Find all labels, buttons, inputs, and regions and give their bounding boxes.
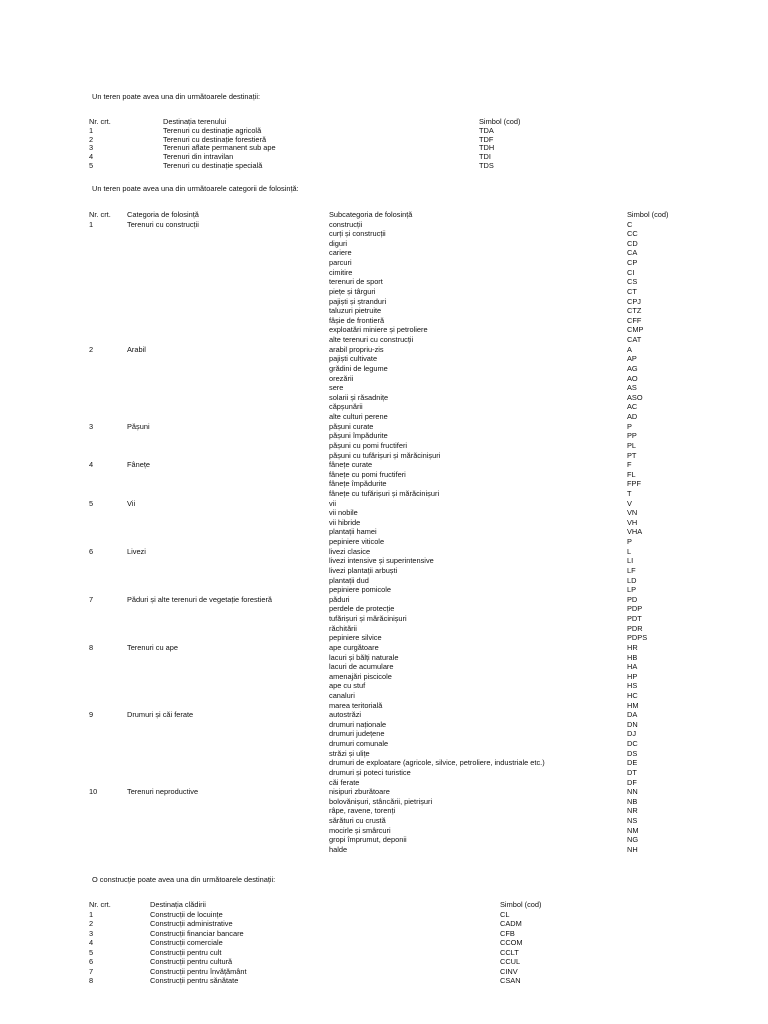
table-row [0, 710, 768, 720]
header-cell-3: Subcategoria de folosință [329, 210, 413, 219]
cell-col-4: NB [627, 796, 638, 806]
cell-col-4: VN [627, 508, 638, 518]
cell-col-4: CI [627, 267, 635, 277]
cell-col-3: ape cu stuf [329, 681, 366, 691]
cell-col-3: fânețe împădurite [329, 479, 387, 489]
cell-col-4: LD [627, 575, 637, 585]
cell-col-2: Terenuri cu destinație specială [163, 161, 263, 170]
cell-col-1: 3 [89, 421, 94, 431]
header-cell-1: Nr. crt. [89, 210, 111, 219]
header-cell-4: Simbol (cod) [627, 210, 669, 219]
table-row [0, 976, 768, 986]
table-row [0, 739, 768, 749]
cell-col-4: PT [627, 450, 637, 460]
table-row [0, 701, 768, 711]
cell-col-2: Construcții administrative [150, 919, 233, 928]
cell-col-1: 7 [89, 966, 94, 976]
table-row [0, 585, 768, 595]
table-row [0, 749, 768, 759]
cell-col-3: TDH [479, 143, 495, 153]
table-row [0, 614, 768, 624]
cell-col-3: diguri [329, 238, 348, 248]
header-cell-2: Destinația terenului [163, 117, 227, 126]
table-row [0, 248, 768, 258]
cell-col-4: PP [627, 431, 637, 441]
table-row [0, 412, 768, 422]
cell-col-4: P [627, 537, 632, 547]
cell-col-3: livezi intensive și superintensive [329, 556, 434, 566]
cell-col-3: arabil propriu-zis [329, 344, 384, 354]
cell-col-3: sărături cu crustă [329, 816, 386, 826]
cell-col-2: Terenuri din intravilan [163, 152, 234, 162]
table-row [0, 422, 768, 432]
cell-col-3: drumuri și poteci turistice [329, 767, 411, 777]
table-row [0, 604, 768, 614]
header-cell-3: Simbol (cod) [479, 117, 521, 126]
table-row [0, 826, 768, 836]
cell-col-3: drumuri județene [329, 729, 385, 739]
cell-col-3: tufărișuri și mărăcinișuri [329, 614, 407, 624]
cell-col-4: AC [627, 402, 638, 412]
cell-col-3: fânețe curate [329, 460, 373, 470]
cell-col-3: pășuni cu pomi fructiferi [329, 440, 408, 450]
cell-col-4: HM [627, 700, 639, 710]
table-row [0, 220, 768, 230]
cell-col-2: Terenuri cu destinație forestieră [163, 134, 267, 144]
cell-col-3: perdele de protecție [329, 604, 395, 614]
table-row [0, 268, 768, 278]
intro-use-categories: Un teren poate avea una din următoarele categorii de folosință: [92, 184, 299, 193]
cell-col-3: cimitire [329, 267, 353, 277]
header-cell-3: Simbol (cod) [500, 900, 542, 909]
cell-col-3: căi ferate [329, 777, 360, 787]
cell-col-4: NS [627, 816, 638, 826]
cell-col-4: NN [627, 787, 638, 797]
cell-col-3: pășuni curate [329, 421, 374, 431]
cell-col-2: Construcții de locuințe [150, 909, 223, 919]
cell-col-2: Terenuri aflate permanent sub ape [163, 143, 276, 153]
cell-col-4: PDR [627, 623, 643, 633]
table-row [0, 393, 768, 403]
cell-col-3: grădini de legume [329, 363, 388, 373]
cell-col-2: Construcții pentru cult [150, 947, 222, 957]
cell-col-3: construcții [329, 219, 363, 229]
cell-col-3: gropi împrumut, deponii [329, 835, 407, 845]
cell-col-1: 5 [89, 498, 94, 508]
cell-col-4: DS [627, 748, 638, 758]
table-row [0, 768, 768, 778]
cell-col-1: 5 [89, 947, 94, 957]
cell-col-4: DF [627, 777, 637, 787]
table-row [0, 499, 768, 509]
cell-col-3: pepiniere silvice [329, 633, 382, 643]
cell-col-3: CCOM [500, 938, 523, 947]
cell-col-1: 9 [89, 710, 94, 720]
table-row [0, 345, 768, 355]
cell-col-1: 4 [89, 460, 94, 470]
cell-col-3: bolovănișuri, stâncării, pietrișuri [329, 796, 433, 806]
table-row [0, 316, 768, 326]
table-row [0, 306, 768, 316]
cell-col-4: VHA [627, 527, 643, 537]
table-row [0, 383, 768, 393]
cell-col-2: Construcții pentru sănătate [150, 976, 239, 985]
table-row [0, 919, 768, 929]
cell-col-3: pajiști și ștranduri [329, 296, 387, 306]
cell-col-3: pepiniere viticole [329, 537, 385, 547]
cell-col-2: Construcții pentru învățământ [150, 966, 247, 976]
cell-col-4: L [627, 546, 632, 556]
cell-col-2: Pășuni [127, 421, 150, 431]
cell-col-3: plantații dud [329, 575, 369, 585]
cell-col-2: Drumuri și căi ferate [127, 710, 194, 720]
cell-col-4: CTZ [627, 306, 642, 316]
table-row [0, 470, 768, 480]
table-row [0, 758, 768, 768]
table-row [0, 335, 768, 345]
header-cell-2: Categoria de folosință [127, 210, 199, 219]
table-row [0, 967, 768, 977]
table-row [0, 287, 768, 297]
intro-land-destinations: Un teren poate avea una din următoarele destinații: [92, 92, 261, 101]
table-row [0, 672, 768, 682]
cell-col-4: AP [627, 354, 637, 364]
cell-col-4: HB [627, 652, 638, 662]
table-row [0, 948, 768, 958]
cell-col-4: FL [627, 469, 636, 479]
cell-col-3: amenajări piscicole [329, 671, 392, 681]
cell-col-3: drumuri naționale [329, 719, 387, 729]
cell-col-3: CCLT [500, 947, 519, 957]
cell-col-3: vii hibride [329, 517, 361, 527]
table-row [0, 576, 768, 586]
cell-col-3: fânețe cu pomi fructiferi [329, 469, 406, 479]
cell-col-1: 1 [89, 219, 94, 229]
cell-col-3: pășuni împădurite [329, 431, 388, 441]
table-row [0, 778, 768, 788]
cell-col-4: HA [627, 662, 638, 672]
cell-col-3: drumuri de exploatare (agricole, silvice, petroliere, industriale etc.) [329, 758, 545, 768]
cell-col-3: râpe, ravene, torenți [329, 806, 396, 816]
cell-col-4: DC [627, 739, 638, 749]
table-row [0, 806, 768, 816]
header-cell-1: Nr. crt. [89, 900, 111, 909]
cell-col-1: 1 [89, 909, 94, 919]
cell-col-4: DE [627, 758, 638, 768]
cell-col-3: vii nobile [329, 508, 358, 518]
cell-col-3: mocirle și smârcuri [329, 825, 391, 835]
cell-col-1: 8 [89, 976, 94, 985]
cell-col-4: AD [627, 412, 638, 422]
cell-col-4: PDT [627, 614, 642, 624]
cell-col-4: HP [627, 671, 638, 681]
cell-col-4: NH [627, 844, 638, 854]
table-row [0, 957, 768, 967]
header-cell-1: Nr. crt. [89, 117, 111, 126]
cell-col-4: PDP [627, 604, 643, 614]
cell-col-4: CS [627, 277, 638, 287]
cell-col-3: vii [329, 498, 336, 508]
table-row [0, 460, 768, 470]
table-row [0, 595, 768, 605]
table-row [0, 258, 768, 268]
table-row [0, 556, 768, 566]
cell-col-3: orezării [329, 373, 354, 383]
table-row [0, 845, 768, 855]
cell-col-3: exploatări miniere și petroliere [329, 325, 428, 335]
cell-col-3: marea teritorială [329, 700, 383, 710]
cell-col-4: CAT [627, 335, 642, 345]
table-row [0, 720, 768, 730]
cell-col-4: NR [627, 806, 638, 816]
cell-col-3: lacuri și bălți naturale [329, 652, 399, 662]
cell-col-2: Livezi [127, 546, 146, 556]
table-row [0, 364, 768, 374]
cell-col-3: pajiști cultivate [329, 354, 378, 364]
cell-col-2: Păduri și alte terenuri de vegetație forestieră [127, 594, 273, 604]
cell-col-4: CA [627, 248, 638, 258]
table-row [0, 489, 768, 499]
cell-col-3: curți și construcții [329, 229, 386, 239]
cell-col-4: CT [627, 286, 637, 296]
cell-col-1: 4 [89, 152, 94, 162]
cell-col-4: CP [627, 258, 638, 268]
cell-col-4: NM [627, 825, 639, 835]
cell-col-1: 2 [89, 344, 94, 354]
cell-col-4: V [627, 498, 632, 508]
cell-col-4: AO [627, 373, 638, 383]
cell-col-4: VH [627, 517, 638, 527]
table-row [0, 402, 768, 412]
cell-col-4: A [627, 344, 632, 354]
cell-col-4: AG [627, 363, 638, 373]
intro-building-destinations: O construcție poate avea una din următoarele destinații: [92, 875, 276, 884]
cell-col-3: sere [329, 383, 344, 393]
cell-col-4: DJ [627, 729, 637, 739]
cell-col-3: lacuri de acumulare [329, 662, 394, 672]
cell-col-3: TDI [479, 152, 491, 162]
cell-col-4: P [627, 421, 632, 431]
cell-col-3: CADM [500, 919, 522, 928]
cell-col-2: Terenuri cu construcții [127, 219, 199, 229]
cell-col-1: 3 [89, 928, 94, 938]
cell-col-2: Construcții comerciale [150, 938, 223, 947]
table-row [0, 508, 768, 518]
table-row [0, 797, 768, 807]
cell-col-2: Construcții pentru cultură [150, 957, 233, 966]
cell-col-3: canaluri [329, 691, 355, 700]
cell-col-3: nisipuri zburătoare [329, 787, 390, 797]
cell-col-1: 1 [89, 125, 94, 135]
cell-col-3: păduri [329, 594, 350, 604]
table-row [0, 441, 768, 451]
cell-col-4: NG [627, 835, 639, 845]
cell-col-3: CINV [500, 966, 518, 976]
cell-col-3: TDA [479, 125, 494, 135]
cell-col-4: CC [627, 229, 638, 239]
cell-col-2: Vii [127, 498, 136, 508]
cell-col-3: terenuri de sport [329, 277, 383, 287]
cell-col-3: cariere [329, 248, 352, 258]
cell-col-4: CMP [627, 325, 644, 335]
table-row [0, 431, 768, 441]
cell-col-1: 2 [89, 134, 94, 144]
table-row [0, 835, 768, 845]
cell-col-4: HR [627, 642, 638, 652]
table-header-row [0, 210, 768, 220]
cell-col-3: ape curgătoare [329, 642, 379, 652]
table-row [0, 662, 768, 672]
cell-col-1: 3 [89, 143, 94, 153]
cell-col-1: 10 [89, 787, 98, 797]
cell-col-4: F [627, 460, 632, 470]
header-cell-2: Destinația clădirii [150, 900, 206, 909]
cell-col-4: DT [627, 767, 637, 777]
table-row [0, 297, 768, 307]
cell-col-4: ASO [627, 392, 643, 402]
cell-col-3: pășuni cu tufărișuri și mărăcinișuri [329, 450, 441, 460]
table-row [0, 653, 768, 663]
cell-col-3: parcuri [329, 258, 352, 268]
table-row [0, 451, 768, 461]
table-row [0, 537, 768, 547]
cell-col-1: 2 [89, 919, 94, 928]
table-row [0, 938, 768, 948]
table-row [0, 518, 768, 528]
table-row [0, 624, 768, 634]
table-row [0, 374, 768, 384]
cell-col-3: livezi clasice [329, 546, 371, 556]
cell-col-1: 5 [89, 161, 94, 170]
table-row [0, 527, 768, 537]
cell-col-2: Fânețe [127, 460, 151, 470]
cell-col-4: T [627, 488, 632, 498]
cell-col-3: pepiniere pomicole [329, 585, 392, 595]
cell-col-4: CPJ [627, 296, 641, 306]
cell-col-4: PDPS [627, 633, 648, 643]
cell-col-3: alte terenuri cu construcții [329, 335, 414, 345]
cell-col-2: Terenuri cu destinație agricolă [163, 125, 262, 135]
cell-col-2: Construcții financiar bancare [150, 928, 244, 938]
cell-col-4: DA [627, 710, 638, 720]
table-header-row [0, 900, 768, 910]
cell-col-3: taluzuri pietruite [329, 306, 382, 316]
table-row [0, 787, 768, 797]
cell-col-4: CD [627, 238, 638, 248]
table-row [0, 161, 768, 171]
cell-col-4: HS [627, 681, 638, 691]
cell-col-4: FPF [627, 479, 641, 489]
table-row [0, 239, 768, 249]
cell-col-3: TDS [479, 161, 494, 170]
cell-col-4: AS [627, 383, 637, 393]
cell-col-3: halde [329, 844, 348, 854]
cell-col-2: Terenuri neproductive [127, 787, 199, 797]
cell-col-3: fânețe cu tufărișuri și mărăcinișuri [329, 488, 440, 498]
cell-col-1: 7 [89, 594, 94, 604]
cell-col-4: LP [627, 585, 637, 595]
cell-col-2: Terenuri cu ape [127, 642, 178, 652]
cell-col-3: alte culturi perene [329, 412, 388, 422]
cell-col-1: 6 [89, 546, 94, 556]
cell-col-4: PD [627, 594, 638, 604]
table-row [0, 929, 768, 939]
cell-col-4: LI [627, 556, 634, 566]
table-row [0, 816, 768, 826]
table-row [0, 910, 768, 920]
cell-col-3: străzi și ulițe [329, 748, 370, 758]
cell-col-3: răchitării [329, 623, 357, 633]
cell-col-2: Arabil [127, 344, 146, 354]
cell-col-4: HC [627, 691, 638, 700]
table-row [0, 643, 768, 653]
cell-col-1: 4 [89, 938, 94, 947]
cell-col-3: CFB [500, 928, 515, 938]
cell-col-3: TDF [479, 134, 494, 144]
cell-col-3: solarii și răsadnițe [329, 392, 389, 402]
cell-col-3: căpșunării [329, 402, 363, 412]
table-row [0, 547, 768, 557]
cell-col-3: piețe și târguri [329, 286, 376, 296]
table-row [0, 691, 768, 701]
table-row [0, 566, 768, 576]
cell-col-3: CL [500, 909, 510, 919]
cell-col-4: CFF [627, 315, 642, 325]
table-row [0, 729, 768, 739]
cell-col-1: 6 [89, 957, 94, 966]
cell-col-3: autostrăzi [329, 710, 362, 720]
cell-col-4: LF [627, 565, 636, 575]
cell-col-3: drumuri comunale [329, 739, 389, 749]
cell-col-1: 8 [89, 642, 94, 652]
cell-col-3: livezi plantații arbuști [329, 565, 398, 575]
table-row [0, 354, 768, 364]
table-row [0, 325, 768, 335]
cell-col-3: plantații hamei [329, 527, 377, 537]
cell-col-3: CCUL [500, 957, 521, 966]
table-row [0, 633, 768, 643]
table-row [0, 277, 768, 287]
cell-col-3: fâșie de frontieră [329, 315, 385, 325]
table-row [0, 681, 768, 691]
table-row [0, 229, 768, 239]
table-row [0, 479, 768, 489]
cell-col-4: DN [627, 719, 638, 729]
cell-col-3: CSAN [500, 976, 521, 985]
cell-col-4: PL [627, 440, 637, 450]
cell-col-4: C [627, 219, 633, 229]
